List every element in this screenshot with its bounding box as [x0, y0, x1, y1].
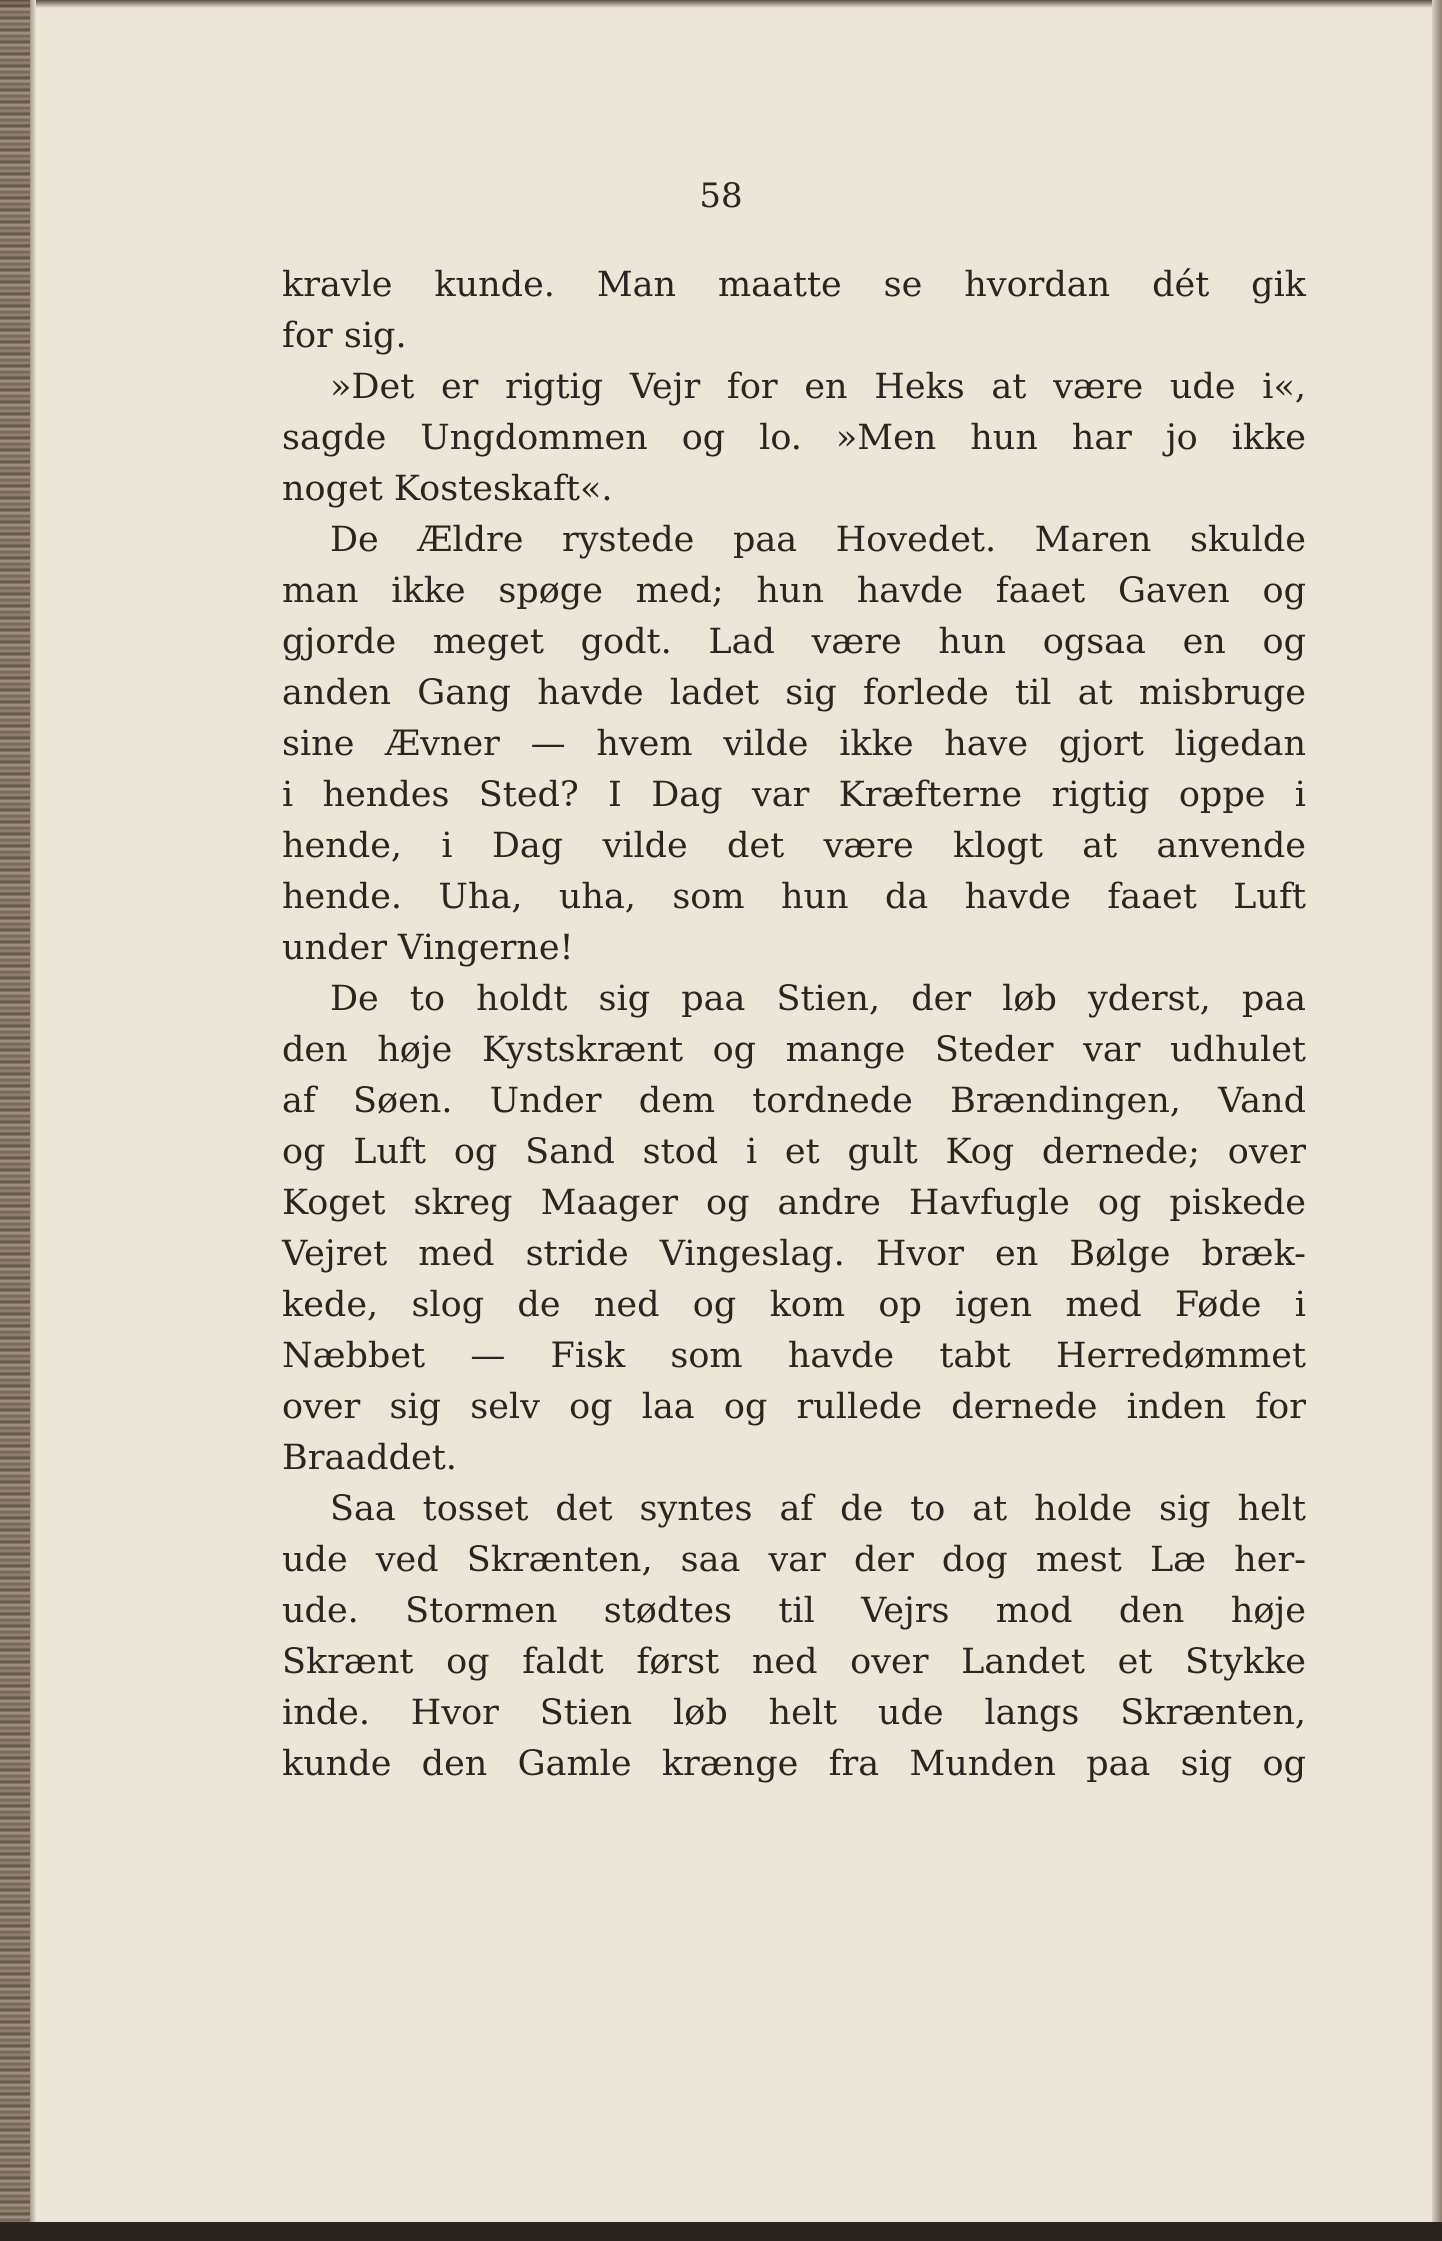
text-line: ude ved Skrænten, saa var der dog mest Læ her-: [282, 1540, 1306, 1580]
text-line: De Ældre rystede paa Hovedet. Maren skulde: [330, 520, 1306, 560]
text-line: »Det er rigtig Vejr for en Heks at være ude i«,: [330, 367, 1306, 407]
text-line: noget Kosteskaft«.: [282, 469, 613, 509]
text-line: kunde den Gamle krænge fra Munden paa sig og: [282, 1744, 1306, 1784]
text-line: inde. Hvor Stien løb helt ude langs Skrænten,: [282, 1693, 1306, 1733]
text-line: i hendes Sted? I Dag var Kræfterne rigtig oppe i: [282, 775, 1306, 815]
spine-shadow: [30, 0, 36, 2222]
text-line: hende. Uha, uha, som hun da havde faaet Luft: [282, 877, 1306, 917]
text-line: Saa tosset det syntes af de to at holde sig helt: [330, 1489, 1306, 1529]
text-line: ude. Stormen stødtes til Vejrs mod den høje: [282, 1591, 1306, 1631]
text-line: Skrænt og faldt først ned over Landet et Stykke: [282, 1642, 1306, 1682]
text-line: af Søen. Under dem tordnede Brændingen, Vand: [282, 1081, 1306, 1121]
text-line: kravle kunde. Man maatte se hvordan dét gik: [282, 265, 1306, 305]
text-line: sagde Ungdommen og lo. »Men hun har jo ikke: [282, 418, 1306, 458]
text-line: over sig selv og laa og rullede dernede inden for: [282, 1387, 1306, 1427]
text-line: for sig.: [282, 316, 407, 356]
text-line: sine Ævner — hvem vilde ikke have gjort ligedan: [282, 724, 1306, 764]
text-line: gjorde meget godt. Lad være hun ogsaa en og: [282, 622, 1306, 662]
book-spine: [0, 0, 30, 2222]
page-top-edge: [0, 0, 1442, 8]
text-line: De to holdt sig paa Stien, der løb yderst, paa: [330, 979, 1306, 1019]
text-line: den høje Kystskrænt og mange Steder var udhulet: [282, 1030, 1306, 1070]
text-line: hende, i Dag vilde det være klogt at anvende: [282, 826, 1306, 866]
page-right-edge: [1432, 0, 1442, 2222]
page-number: 58: [699, 176, 743, 216]
body-text: [282, 260, 1306, 1790]
text-line: anden Gang havde ladet sig forlede til at misbruge: [282, 673, 1306, 713]
text-line: under Vingerne!: [282, 928, 574, 968]
scan-bottom-border: [0, 2222, 1442, 2241]
text-line: Koget skreg Maager og andre Havfugle og piskede: [282, 1183, 1306, 1223]
text-line: man ikke spøge med; hun havde faaet Gaven og: [282, 571, 1306, 611]
text-line: Vejret med stride Vingeslag. Hvor en Bølge bræk-: [282, 1234, 1306, 1274]
text-line: Braaddet.: [282, 1438, 457, 1478]
text-line: Næbbet — Fisk som havde tabt Herredømmet: [282, 1336, 1306, 1376]
text-line: kede, slog de ned og kom op igen med Føde i: [282, 1285, 1306, 1325]
text-line: og Luft og Sand stod i et gult Kog dernede; over: [282, 1132, 1306, 1172]
